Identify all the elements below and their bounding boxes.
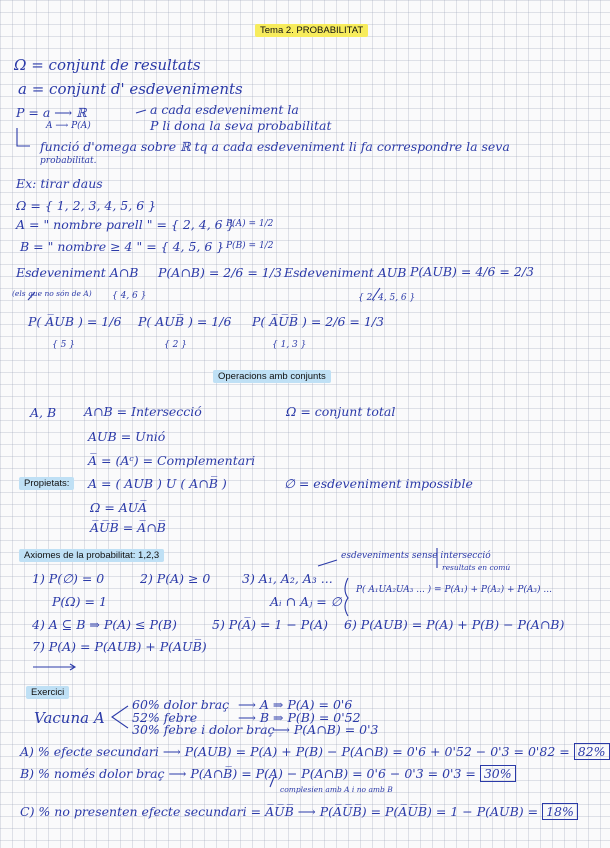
axiom-3: 3) A₁, A₂, A₃ ... [242,571,333,586]
question-a [20,746,610,759]
p-a-value: P(A) = 1/2 [226,219,274,229]
unio-def: AUB = Unió [88,429,166,444]
event-b-prob: ⟶ B ⇒ P(B) = 0'52 [238,710,361,725]
a-event-def: A = " nombre parell " = { 2, 4, 6 } [16,217,235,232]
vacuna-label: Vacuna A [34,709,105,727]
event-ab-prob: ⟶ P(A∩B) = 0'3 [272,722,379,737]
a-definition: a = conjunt d' esdeveniments [18,80,243,98]
de-morgan: A̅U̅B̅ = A̅∩B̅ [90,520,166,535]
p-abar-u-b: P( A̅UB ) = 1/6 [28,314,122,329]
complesien-note: complesien amb A i no amb B [280,785,393,794]
b-event-def: B = " nombre ≥ 4 " = { 4, 5, 6 } [20,239,225,254]
set-2: { 2 } [164,340,187,350]
question-b [20,768,516,781]
axiomes-label: Axiomes de la probabilitat: [24,550,136,561]
sum-rule: P( A₁UA₂UA₃ ... ) = P(A₁) + P(A₂) + P(A₃) ... [356,585,552,595]
p-interseccio: P(A∩B) = 2/6 = 1/3 [158,265,282,280]
omega-total-def: Ω = conjunt total [286,404,396,419]
interseccio-def: A∩B = Intersecció [84,404,202,419]
axiom-2: 2) P(A) ≥ 0 [140,571,211,586]
arrow-stroke [33,664,75,670]
property-5: 5) P(A̅) = 1 − P(A) [212,617,328,632]
omega-a-u-abar: Ω = AUA̅ [90,500,147,515]
set-5: { 5 } [52,340,75,350]
bracket-stroke [17,128,30,146]
p-function-line1: P = a ⟶ ℝ [16,105,87,120]
question-b-text: B) % només dolor braç ⟶ P(A∩B̅) = P(A) − P(A∩B) = 0'6 − 0'3 = 0'3 = [20,766,476,781]
p-unio: P(AUB) = 4/6 = 2/3 [410,264,534,279]
p-b-value: P(B) = 1/2 [226,241,274,251]
percent-60: 60% dolor braç [132,697,230,712]
question-c-text: C) % no presenten efecte secundari = A̅U̅B̅ ⟶ P(A̅U̅B̅) = P(A̅U̅B̅) = 1 − P(AUB) = [20,804,539,819]
question-a-text: A) % efecte secundari ⟶ P(AUB) = P(A) + P(B) − P(A∩B) = 0'6 + 0'52 − 0'3 = 0'82 = [20,744,570,759]
p-function-line2: A ⟶ P(A) [46,121,91,131]
esdeveniment-unio: Esdeveniment AUB [284,265,407,280]
percent-30: 30% febre i dolor braç [132,722,275,737]
event-a-prob: ⟶ A ⇒ P(A) = 0'6 [238,697,353,712]
p-cada-text: a cada esdeveniment la [150,102,299,117]
complementari-def: A̅ = (Aᶜ) = Complementari [88,453,256,468]
axiom-1: 1) P(∅) = 0 [32,571,105,586]
brace-stroke [345,578,348,616]
els-no-son-note: (els que no són de A) [12,289,92,298]
set-unio: { 2, 4, 5, 6 } [358,293,416,303]
answer-b-box: 30% [480,765,516,782]
section-heading-exercici: Exercici [26,686,69,699]
section-heading-propietats: Propietats: [19,477,74,490]
buit-def: ∅ = esdeveniment impossible [284,476,473,491]
note-esdeveniments: esdeveniments sense intersecció [341,551,491,561]
percent-52: 52% febre [132,710,198,725]
property-7: 7) P(A) = P(AUB) + P(AUB̅) [32,639,207,654]
set-interseccio: { 4, 6 } [112,291,147,301]
brace-stroke [112,706,128,728]
note-resultats: resultats en comú [442,563,511,572]
property-6: 6) P(AUB) = P(A) + P(B) − P(A∩B) [344,617,565,632]
funcio-line1: funció d'omega sobre ℝ tq a cada esdeveniment li fa correspondre la seva [40,139,510,154]
question-c [20,806,578,819]
omega-set: Ω = { 1, 2, 3, 4, 5, 6 } [16,198,157,213]
section-heading-operacions: Operacions amb conjunts [213,370,331,383]
answer-a-box: 82% [574,743,610,760]
property-4: 4) A ⊆ B ⇒ P(A) ≤ P(B) [32,617,177,632]
omega-definition: Ω = conjunt de resultats [14,56,201,74]
funcio-line2: probabilitat. [40,156,97,166]
ab-label: A, B [30,405,57,420]
p-omega: P(Ω) = 1 [52,594,107,609]
propietat-a: A = ( AUB ) U ( A∩B̅ ) [88,476,227,491]
p-li-text: P li dona la seva probabilitat [150,118,332,133]
page-title: Tema 2. PROBABILITAT [255,24,368,37]
p-bar-aub: P( A̅U̅B̅ ) = 2/6 = 1/3 [252,314,384,329]
answer-c-box: 18% [542,803,578,820]
example-label: Ex: tirar daus [16,176,103,191]
axiomes-numbers: 1,2,3 [135,550,160,561]
arrow-stroke [136,110,146,113]
esdeveniment-interseccio: Esdeveniment A∩B [16,265,139,280]
ai-aj-disjoint: Aᵢ ∩ Aⱼ = ∅ [270,594,342,609]
set-1-3: { 1, 3 } [272,340,307,350]
section-heading-axiomes [19,549,164,562]
arrow-stroke [318,560,337,566]
p-a-u-bbar: P( AUB̅ ) = 1/6 [138,314,232,329]
